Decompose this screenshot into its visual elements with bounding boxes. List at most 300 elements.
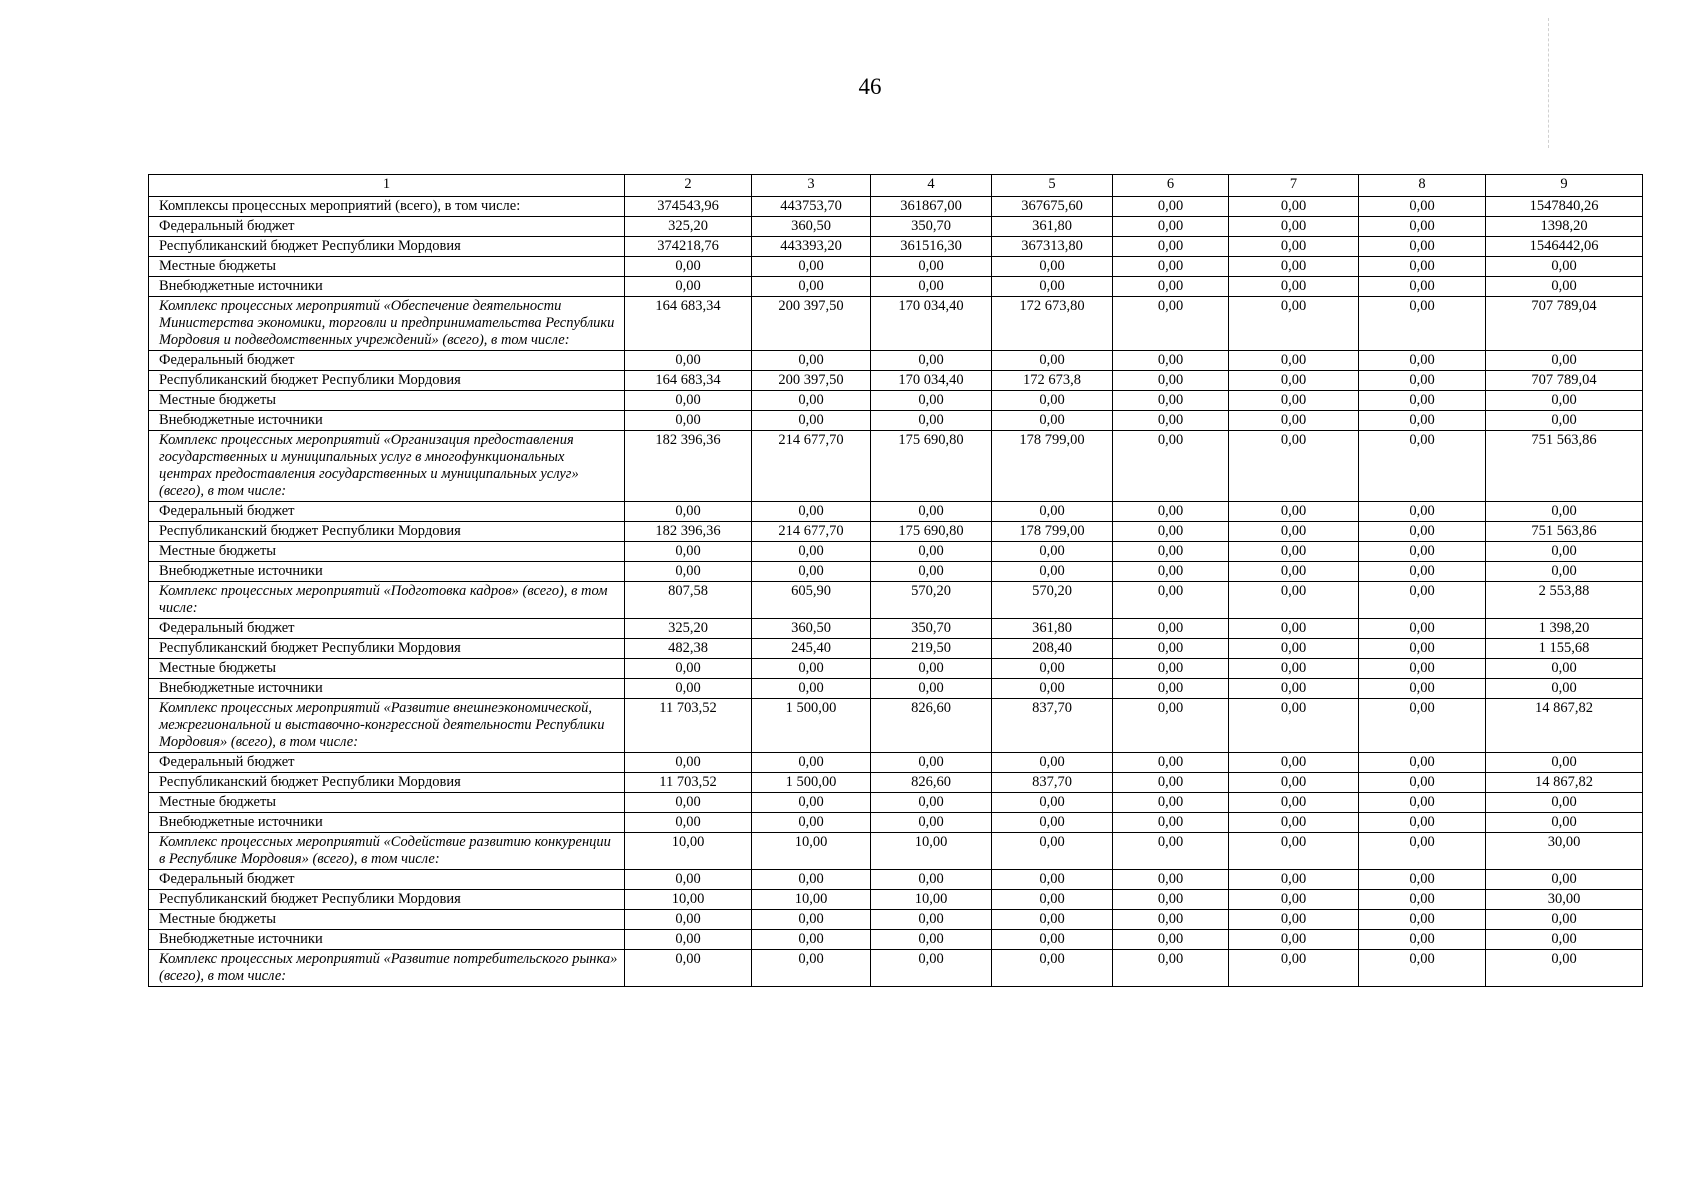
value-cell: 30,00 <box>1486 890 1643 910</box>
funding-source-row <box>149 910 1643 930</box>
value-cell: 837,70 <box>992 699 1113 753</box>
value-cell: 0,00 <box>1113 890 1229 910</box>
value-cell: 0,00 <box>1359 699 1486 753</box>
value-cell: 0,00 <box>1229 582 1359 619</box>
program-group-row <box>149 833 1643 870</box>
value-cell: 0,00 <box>625 679 752 699</box>
value-cell: 10,00 <box>625 833 752 870</box>
value-cell: 0,00 <box>752 257 871 277</box>
column-number-cell: 2 <box>625 175 752 197</box>
value-cell: 1 398,20 <box>1486 619 1643 639</box>
value-cell: 0,00 <box>752 411 871 431</box>
value-cell: 0,00 <box>1486 679 1643 699</box>
value-cell: 0,00 <box>1486 910 1643 930</box>
value-cell: 0,00 <box>1486 753 1643 773</box>
value-cell: 360,50 <box>752 619 871 639</box>
value-cell: 0,00 <box>1359 542 1486 562</box>
value-cell: 0,00 <box>992 391 1113 411</box>
value-cell: 0,00 <box>1229 522 1359 542</box>
value-cell: 0,00 <box>625 813 752 833</box>
value-cell: 0,00 <box>1229 773 1359 793</box>
value-cell: 0,00 <box>992 950 1113 987</box>
value-cell: 0,00 <box>625 753 752 773</box>
value-cell: 0,00 <box>992 502 1113 522</box>
value-cell: 0,00 <box>871 257 992 277</box>
value-cell: 0,00 <box>1113 910 1229 930</box>
value-cell: 0,00 <box>625 910 752 930</box>
value-cell: 0,00 <box>1113 562 1229 582</box>
value-cell: 0,00 <box>1113 257 1229 277</box>
value-cell: 0,00 <box>1113 391 1229 411</box>
value-cell: 0,00 <box>1359 297 1486 351</box>
value-cell: 1 155,68 <box>1486 639 1643 659</box>
funding-source-row <box>149 639 1643 659</box>
funding-source-row <box>149 277 1643 297</box>
value-cell: 0,00 <box>752 813 871 833</box>
funding-source-row <box>149 773 1643 793</box>
value-cell: 605,90 <box>752 582 871 619</box>
row-label: Федеральный бюджет <box>149 753 625 773</box>
value-cell: 0,00 <box>1359 639 1486 659</box>
value-cell: 0,00 <box>1229 753 1359 773</box>
value-cell: 0,00 <box>1113 351 1229 371</box>
value-cell: 0,00 <box>1113 813 1229 833</box>
value-cell: 0,00 <box>1359 562 1486 582</box>
value-cell: 10,00 <box>871 833 992 870</box>
funding-source-row <box>149 890 1643 910</box>
funding-source-row <box>149 930 1643 950</box>
value-cell: 0,00 <box>1113 699 1229 753</box>
value-cell: 0,00 <box>625 277 752 297</box>
row-label: Республиканский бюджет Республики Мордовия <box>149 237 625 257</box>
value-cell: 0,00 <box>1229 277 1359 297</box>
row-label: Местные бюджеты <box>149 910 625 930</box>
value-cell: 0,00 <box>1229 950 1359 987</box>
value-cell: 0,00 <box>1486 793 1643 813</box>
value-cell: 0,00 <box>1113 297 1229 351</box>
value-cell: 1 500,00 <box>752 699 871 753</box>
value-cell: 164 683,34 <box>625 371 752 391</box>
value-cell: 443753,70 <box>752 197 871 217</box>
value-cell: 0,00 <box>1359 431 1486 502</box>
scan-edge-marks <box>1548 18 1551 148</box>
row-label: Комплекс процессных мероприятий «Подготовка кадров» (всего), в том числе: <box>149 582 625 619</box>
value-cell: 0,00 <box>871 562 992 582</box>
value-cell: 0,00 <box>1229 833 1359 870</box>
value-cell: 826,60 <box>871 699 992 753</box>
value-cell: 0,00 <box>752 659 871 679</box>
value-cell: 10,00 <box>871 890 992 910</box>
value-cell: 200 397,50 <box>752 371 871 391</box>
row-label: Внебюджетные источники <box>149 277 625 297</box>
value-cell: 0,00 <box>1359 522 1486 542</box>
value-cell: 0,00 <box>752 502 871 522</box>
value-cell: 0,00 <box>871 679 992 699</box>
value-cell: 245,40 <box>752 639 871 659</box>
value-cell: 175 690,80 <box>871 522 992 542</box>
value-cell: 0,00 <box>625 502 752 522</box>
value-cell: 1547840,26 <box>1486 197 1643 217</box>
value-cell: 0,00 <box>992 890 1113 910</box>
value-cell: 0,00 <box>752 391 871 411</box>
budget-table-body <box>149 175 1643 987</box>
value-cell: 0,00 <box>625 391 752 411</box>
funding-source-row <box>149 659 1643 679</box>
value-cell: 0,00 <box>1113 833 1229 870</box>
value-cell: 214 677,70 <box>752 522 871 542</box>
value-cell: 0,00 <box>1229 237 1359 257</box>
value-cell: 0,00 <box>992 659 1113 679</box>
value-cell: 807,58 <box>625 582 752 619</box>
value-cell: 360,50 <box>752 217 871 237</box>
value-cell: 0,00 <box>1229 371 1359 391</box>
value-cell: 367675,60 <box>992 197 1113 217</box>
value-cell: 164 683,34 <box>625 297 752 351</box>
value-cell: 350,70 <box>871 619 992 639</box>
value-cell: 14 867,82 <box>1486 699 1643 753</box>
value-cell: 0,00 <box>1359 813 1486 833</box>
value-cell: 0,00 <box>625 542 752 562</box>
value-cell: 214 677,70 <box>752 431 871 502</box>
value-cell: 751 563,86 <box>1486 522 1643 542</box>
value-cell: 0,00 <box>1229 411 1359 431</box>
row-label: Республиканский бюджет Республики Мордовия <box>149 639 625 659</box>
value-cell: 0,00 <box>1113 277 1229 297</box>
column-number-cell: 8 <box>1359 175 1486 197</box>
value-cell: 0,00 <box>625 950 752 987</box>
value-cell: 10,00 <box>752 833 871 870</box>
value-cell: 0,00 <box>1359 582 1486 619</box>
funding-source-row <box>149 351 1643 371</box>
row-label: Республиканский бюджет Республики Мордовия <box>149 773 625 793</box>
value-cell: 707 789,04 <box>1486 371 1643 391</box>
value-cell: 0,00 <box>1359 371 1486 391</box>
value-cell: 0,00 <box>871 277 992 297</box>
value-cell: 0,00 <box>1486 562 1643 582</box>
value-cell: 0,00 <box>752 753 871 773</box>
value-cell: 0,00 <box>992 351 1113 371</box>
value-cell: 374218,76 <box>625 237 752 257</box>
value-cell: 0,00 <box>1113 371 1229 391</box>
value-cell: 0,00 <box>1359 870 1486 890</box>
value-cell: 0,00 <box>1359 950 1486 987</box>
value-cell: 0,00 <box>1486 659 1643 679</box>
value-cell: 10,00 <box>752 890 871 910</box>
value-cell: 0,00 <box>871 391 992 411</box>
funding-source-row <box>149 411 1643 431</box>
value-cell: 0,00 <box>1486 950 1643 987</box>
value-cell: 707 789,04 <box>1486 297 1643 351</box>
value-cell: 0,00 <box>1229 431 1359 502</box>
value-cell: 367313,80 <box>992 237 1113 257</box>
value-cell: 0,00 <box>992 813 1113 833</box>
value-cell: 570,20 <box>871 582 992 619</box>
value-cell: 0,00 <box>1359 890 1486 910</box>
value-cell: 0,00 <box>1359 411 1486 431</box>
value-cell: 374543,96 <box>625 197 752 217</box>
value-cell: 0,00 <box>1229 793 1359 813</box>
value-cell: 0,00 <box>1229 562 1359 582</box>
funding-source-row <box>149 391 1643 411</box>
value-cell: 0,00 <box>1486 542 1643 562</box>
program-group-row <box>149 699 1643 753</box>
funding-source-row <box>149 793 1643 813</box>
value-cell: 0,00 <box>1113 582 1229 619</box>
row-label: Внебюджетные источники <box>149 411 625 431</box>
column-number-cell: 4 <box>871 175 992 197</box>
value-cell: 826,60 <box>871 773 992 793</box>
value-cell: 482,38 <box>625 639 752 659</box>
value-cell: 837,70 <box>992 773 1113 793</box>
value-cell: 0,00 <box>1229 502 1359 522</box>
value-cell: 0,00 <box>1229 619 1359 639</box>
value-cell: 0,00 <box>1486 257 1643 277</box>
value-cell: 182 396,36 <box>625 431 752 502</box>
value-cell: 0,00 <box>1359 257 1486 277</box>
value-cell: 0,00 <box>752 679 871 699</box>
value-cell: 0,00 <box>1359 773 1486 793</box>
row-label: Комплексы процессных мероприятий (всего), в том числе: <box>149 197 625 217</box>
value-cell: 0,00 <box>752 870 871 890</box>
value-cell: 0,00 <box>752 277 871 297</box>
funding-source-row <box>149 502 1643 522</box>
value-cell: 1 500,00 <box>752 773 871 793</box>
value-cell: 1546442,06 <box>1486 237 1643 257</box>
row-label: Комплекс процессных мероприятий «Содействие развитию конкуренции в Республике Мордовия» (всего), в том числе: <box>149 833 625 870</box>
row-label: Комплекс процессных мероприятий «Развитие внешнеэкономической, межрегиональной и выставочно-конгрессной деятельности Республики Мордовия» (всего), в том числе: <box>149 699 625 753</box>
row-label: Республиканский бюджет Республики Мордовия <box>149 890 625 910</box>
value-cell: 0,00 <box>871 950 992 987</box>
value-cell: 0,00 <box>992 411 1113 431</box>
funding-source-row <box>149 522 1643 542</box>
value-cell: 0,00 <box>1359 833 1486 870</box>
value-cell: 170 034,40 <box>871 297 992 351</box>
funding-source-row <box>149 237 1643 257</box>
value-cell: 0,00 <box>1113 659 1229 679</box>
value-cell: 0,00 <box>871 659 992 679</box>
value-cell: 208,40 <box>992 639 1113 659</box>
value-cell: 751 563,86 <box>1486 431 1643 502</box>
value-cell: 0,00 <box>1113 411 1229 431</box>
column-number-cell: 3 <box>752 175 871 197</box>
value-cell: 0,00 <box>1113 930 1229 950</box>
value-cell: 172 673,80 <box>992 297 1113 351</box>
value-cell: 0,00 <box>1113 542 1229 562</box>
value-cell: 0,00 <box>1486 351 1643 371</box>
funding-source-row <box>149 562 1643 582</box>
total-row <box>149 197 1643 217</box>
value-cell: 0,00 <box>625 659 752 679</box>
value-cell: 0,00 <box>1359 391 1486 411</box>
column-number-cell: 9 <box>1486 175 1643 197</box>
value-cell: 0,00 <box>1359 197 1486 217</box>
value-cell: 0,00 <box>1229 930 1359 950</box>
value-cell: 0,00 <box>992 277 1113 297</box>
row-label: Местные бюджеты <box>149 659 625 679</box>
value-cell: 0,00 <box>1359 277 1486 297</box>
row-label: Федеральный бюджет <box>149 217 625 237</box>
value-cell: 0,00 <box>1359 502 1486 522</box>
value-cell: 178 799,00 <box>992 522 1113 542</box>
row-label: Федеральный бюджет <box>149 502 625 522</box>
value-cell: 325,20 <box>625 217 752 237</box>
value-cell: 0,00 <box>1486 813 1643 833</box>
value-cell: 0,00 <box>625 793 752 813</box>
page-number: 46 <box>858 74 882 99</box>
value-cell: 2 553,88 <box>1486 582 1643 619</box>
funding-source-row <box>149 813 1643 833</box>
value-cell: 0,00 <box>752 910 871 930</box>
value-cell: 0,00 <box>1359 910 1486 930</box>
value-cell: 0,00 <box>992 679 1113 699</box>
value-cell: 325,20 <box>625 619 752 639</box>
row-label: Внебюджетные источники <box>149 562 625 582</box>
budget-table <box>148 174 1643 987</box>
value-cell: 0,00 <box>1113 502 1229 522</box>
column-number-cell: 1 <box>149 175 625 197</box>
value-cell: 0,00 <box>625 930 752 950</box>
value-cell: 0,00 <box>1229 910 1359 930</box>
value-cell: 0,00 <box>992 910 1113 930</box>
funding-source-row <box>149 217 1643 237</box>
value-cell: 0,00 <box>752 930 871 950</box>
value-cell: 0,00 <box>1359 753 1486 773</box>
value-cell: 350,70 <box>871 217 992 237</box>
value-cell: 200 397,50 <box>752 297 871 351</box>
value-cell: 0,00 <box>992 793 1113 813</box>
value-cell: 0,00 <box>871 930 992 950</box>
column-number-row <box>149 175 1643 197</box>
value-cell: 0,00 <box>1113 639 1229 659</box>
funding-source-row <box>149 542 1643 562</box>
value-cell: 0,00 <box>752 542 871 562</box>
funding-source-row <box>149 679 1643 699</box>
value-cell: 0,00 <box>1229 659 1359 679</box>
value-cell: 11 703,52 <box>625 773 752 793</box>
value-cell: 0,00 <box>1113 870 1229 890</box>
row-label: Федеральный бюджет <box>149 870 625 890</box>
value-cell: 170 034,40 <box>871 371 992 391</box>
value-cell: 175 690,80 <box>871 431 992 502</box>
value-cell: 361,80 <box>992 217 1113 237</box>
row-label: Комплекс процессных мероприятий «Развитие потребительского рынка» (всего), в том числе: <box>149 950 625 987</box>
value-cell: 0,00 <box>625 870 752 890</box>
value-cell: 0,00 <box>871 502 992 522</box>
row-label: Комплекс процессных мероприятий «Организация предоставления государственных и муниципальных услуг в многофункциональных центрах предоставления государственных и муниципальных услуг» (всего), в том числе: <box>149 431 625 502</box>
value-cell: 30,00 <box>1486 833 1643 870</box>
value-cell: 0,00 <box>992 870 1113 890</box>
value-cell: 361516,30 <box>871 237 992 257</box>
funding-source-row <box>149 619 1643 639</box>
funding-source-row <box>149 257 1643 277</box>
row-label: Федеральный бюджет <box>149 619 625 639</box>
value-cell: 0,00 <box>1486 277 1643 297</box>
value-cell: 178 799,00 <box>992 431 1113 502</box>
value-cell: 0,00 <box>1229 217 1359 237</box>
value-cell: 0,00 <box>1486 870 1643 890</box>
value-cell: 0,00 <box>1113 679 1229 699</box>
value-cell: 0,00 <box>625 351 752 371</box>
value-cell: 0,00 <box>752 562 871 582</box>
row-label: Внебюджетные источники <box>149 930 625 950</box>
value-cell: 11 703,52 <box>625 699 752 753</box>
value-cell: 0,00 <box>1359 351 1486 371</box>
value-cell: 0,00 <box>752 793 871 813</box>
value-cell: 0,00 <box>1359 619 1486 639</box>
value-cell: 0,00 <box>1359 659 1486 679</box>
value-cell: 0,00 <box>871 542 992 562</box>
value-cell: 0,00 <box>1113 773 1229 793</box>
funding-source-row <box>149 870 1643 890</box>
value-cell: 172 673,8 <box>992 371 1113 391</box>
program-group-row <box>149 431 1643 502</box>
value-cell: 0,00 <box>625 257 752 277</box>
value-cell: 0,00 <box>871 793 992 813</box>
value-cell: 0,00 <box>992 930 1113 950</box>
value-cell: 0,00 <box>1229 257 1359 277</box>
row-label: Внебюджетные источники <box>149 813 625 833</box>
row-label: Местные бюджеты <box>149 257 625 277</box>
row-label: Федеральный бюджет <box>149 351 625 371</box>
value-cell: 0,00 <box>1113 217 1229 237</box>
value-cell: 0,00 <box>1486 411 1643 431</box>
value-cell: 0,00 <box>871 910 992 930</box>
value-cell: 0,00 <box>871 411 992 431</box>
value-cell: 0,00 <box>625 562 752 582</box>
program-group-row <box>149 297 1643 351</box>
value-cell: 0,00 <box>1113 753 1229 773</box>
value-cell: 361867,00 <box>871 197 992 217</box>
value-cell: 0,00 <box>1113 950 1229 987</box>
row-label: Внебюджетные источники <box>149 679 625 699</box>
value-cell: 570,20 <box>992 582 1113 619</box>
value-cell: 0,00 <box>625 411 752 431</box>
row-label: Местные бюджеты <box>149 542 625 562</box>
row-label: Республиканский бюджет Республики Мордовия <box>149 522 625 542</box>
value-cell: 0,00 <box>1486 502 1643 522</box>
value-cell: 0,00 <box>1359 793 1486 813</box>
value-cell: 0,00 <box>1229 813 1359 833</box>
value-cell: 0,00 <box>1229 542 1359 562</box>
value-cell: 0,00 <box>752 351 871 371</box>
value-cell: 0,00 <box>992 257 1113 277</box>
value-cell: 0,00 <box>1229 639 1359 659</box>
value-cell: 0,00 <box>992 753 1113 773</box>
value-cell: 0,00 <box>1486 930 1643 950</box>
value-cell: 0,00 <box>1229 351 1359 371</box>
column-number-cell: 7 <box>1229 175 1359 197</box>
value-cell: 0,00 <box>871 753 992 773</box>
value-cell: 0,00 <box>1229 297 1359 351</box>
row-label: Местные бюджеты <box>149 793 625 813</box>
value-cell: 0,00 <box>1229 890 1359 910</box>
value-cell: 0,00 <box>992 833 1113 870</box>
value-cell: 0,00 <box>1486 391 1643 411</box>
value-cell: 0,00 <box>871 813 992 833</box>
value-cell: 0,00 <box>1113 793 1229 813</box>
program-group-row <box>149 950 1643 987</box>
value-cell: 0,00 <box>1359 217 1486 237</box>
value-cell: 0,00 <box>992 562 1113 582</box>
value-cell: 443393,20 <box>752 237 871 257</box>
row-label: Комплекс процессных мероприятий «Обеспечение деятельности Министерства экономики, торговли и предпринимательства Республики Мордовия и подведомственных учреждений» (всего), в том числе: <box>149 297 625 351</box>
value-cell: 0,00 <box>1229 391 1359 411</box>
row-label: Местные бюджеты <box>149 391 625 411</box>
value-cell: 361,80 <box>992 619 1113 639</box>
value-cell: 0,00 <box>1113 619 1229 639</box>
funding-source-row <box>149 371 1643 391</box>
program-group-row <box>149 582 1643 619</box>
